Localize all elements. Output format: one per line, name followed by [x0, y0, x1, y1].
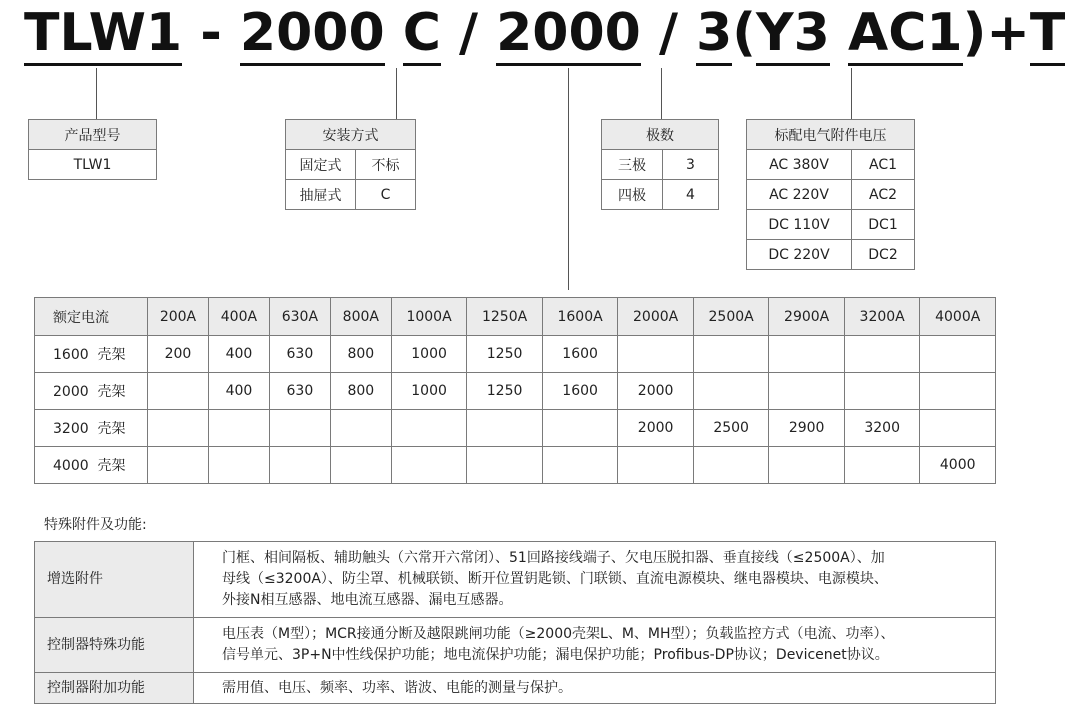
table-cell: 400: [208, 336, 269, 373]
table-cell: 四极: [602, 180, 663, 210]
table-cell: 1000: [391, 373, 467, 410]
column-header: 1600A: [542, 298, 618, 336]
code-series: TLW1: [24, 3, 182, 66]
table-cell: [330, 410, 391, 447]
table-cell: DC 110V: [747, 210, 852, 240]
connector-line: [568, 68, 569, 290]
table-cell: 2900: [769, 410, 845, 447]
table-cell: [194, 673, 996, 704]
table-cell: [693, 336, 769, 373]
table-cell: 1250: [467, 373, 543, 410]
table-row: [35, 373, 996, 410]
connector-line: [96, 68, 97, 120]
table-cell: DC 220V: [747, 240, 852, 270]
table-cell: 630: [269, 336, 330, 373]
table-row: [35, 410, 996, 447]
code-sep: -: [182, 3, 240, 63]
table-cell: 2000: [618, 373, 694, 410]
text-line: 信号单元、3P+N中性线保护功能；地电流保护功能；漏电保护功能；Profibus-DP协议；Devicenet协议。: [222, 647, 889, 663]
connector-line: [396, 68, 397, 120]
column-header: 4000A: [920, 298, 996, 336]
row-label: 4000 壳架: [35, 447, 148, 484]
table-cell: 三极: [602, 150, 663, 180]
table-cell: TLW1: [29, 150, 157, 180]
table-cell: [844, 447, 920, 484]
table-cell: AC 380V: [747, 150, 852, 180]
table-cell: [920, 373, 996, 410]
table-cell: [844, 336, 920, 373]
text-line: 门框、相间隔板、辅助触头（六常开六常闭）、51回路接线端子、欠电压脱扣器、垂直接线（≤2500A）、加: [222, 550, 885, 566]
rated-current-table: [34, 297, 996, 484]
table-header: 极数: [602, 120, 719, 150]
table-cell: [208, 447, 269, 484]
table-row: [35, 336, 996, 373]
column-header: 1250A: [467, 298, 543, 336]
table-cell: DC1: [852, 210, 915, 240]
row-label: 2000 壳架: [35, 373, 148, 410]
table-cell: [269, 410, 330, 447]
table-cell: [467, 447, 543, 484]
connector-line: [851, 68, 852, 120]
table-cell: AC 220V: [747, 180, 852, 210]
table-cell: [618, 336, 694, 373]
table-cell: 3200: [844, 410, 920, 447]
table-cell: 800: [330, 373, 391, 410]
row-label: 1600 壳架: [35, 336, 148, 373]
table-cell: 630: [269, 373, 330, 410]
code-paren-close: )+: [962, 3, 1030, 63]
table-cell: [618, 447, 694, 484]
code-installation: C: [403, 3, 441, 66]
table-cell: [769, 336, 845, 373]
connector-line: [661, 68, 662, 120]
accessory-voltage-table: [746, 119, 915, 270]
table-cell: 2000: [618, 410, 694, 447]
table-cell: 3: [663, 150, 719, 180]
table-header: 安装方式: [286, 120, 416, 150]
column-header: 2000A: [618, 298, 694, 336]
column-header: 2500A: [693, 298, 769, 336]
table-cell: [330, 447, 391, 484]
special-accessories-table: [34, 541, 996, 704]
row-label: 增选附件: [35, 542, 194, 618]
table-cell: [920, 336, 996, 373]
rated-current-header: 额定电流: [35, 298, 148, 336]
table-cell: 1250: [467, 336, 543, 373]
code-frame-current: 2000: [240, 3, 385, 66]
table-cell: [542, 447, 618, 484]
table-header: 产品型号: [29, 120, 157, 150]
table-cell: 4: [663, 180, 719, 210]
code-suffix: T: [1030, 3, 1065, 66]
table-cell: 抽屉式: [286, 180, 356, 210]
table-cell: AC2: [852, 180, 915, 210]
table-cell: [693, 447, 769, 484]
table-cell: [769, 373, 845, 410]
table-cell: [920, 410, 996, 447]
table-row: [35, 447, 996, 484]
text-line: 外接N相互感器、地电流互感器、漏电互感器。: [222, 592, 513, 608]
code-controller: Y3: [756, 3, 830, 66]
table-cell: [391, 410, 467, 447]
table-cell: [542, 410, 618, 447]
product-model-table: [28, 119, 157, 180]
text-line: 电压表（M型）；MCR接通分断及越限跳闸功能（≥2000壳架L、M、MH型）；负载监控方式（电流、功率）、: [222, 626, 895, 642]
table-cell: 固定式: [286, 150, 356, 180]
table-cell: [148, 447, 209, 484]
column-header: 630A: [269, 298, 330, 336]
table-cell: 4000: [920, 447, 996, 484]
table-cell: [194, 542, 996, 618]
table-cell: 800: [330, 336, 391, 373]
row-label: 控制器特殊功能: [35, 618, 194, 673]
table-cell: [769, 447, 845, 484]
column-header: 200A: [148, 298, 209, 336]
model-code: [24, 2, 1065, 64]
table-cell: 2500: [693, 410, 769, 447]
table-cell: [269, 447, 330, 484]
table-cell: DC2: [852, 240, 915, 270]
table-cell: 1600: [542, 373, 618, 410]
table-cell: 1000: [391, 336, 467, 373]
table-cell: 1600: [542, 336, 618, 373]
table-cell: [148, 410, 209, 447]
code-voltage: AC1: [848, 3, 963, 66]
table-row: [35, 542, 996, 618]
table-cell: 不标: [356, 150, 416, 180]
code-paren-open: (: [732, 3, 757, 63]
column-header: 800A: [330, 298, 391, 336]
table-cell: [194, 618, 996, 673]
column-header: 1000A: [391, 298, 467, 336]
table-row: [35, 673, 996, 704]
table-cell: AC1: [852, 150, 915, 180]
table-cell: [391, 447, 467, 484]
installation-table: [285, 119, 416, 210]
code-space: [830, 3, 848, 63]
poles-table: [601, 119, 719, 210]
special-section-title: 特殊附件及功能:: [44, 517, 147, 533]
code-poles: 3: [696, 3, 732, 66]
table-header: 标配电气附件电压: [747, 120, 915, 150]
table-cell: C: [356, 180, 416, 210]
code-rated-current: 2000: [496, 3, 641, 66]
column-header: 400A: [208, 298, 269, 336]
table-row: [35, 618, 996, 673]
row-label: 控制器附加功能: [35, 673, 194, 704]
table-cell: [467, 410, 543, 447]
text-line: 母线（≤3200A）、防尘罩、机械联锁、断开位置钥匙锁、门联锁、直流电源模块、继电器模块、电源模块、: [222, 571, 888, 587]
column-header: 2900A: [769, 298, 845, 336]
code-space: [385, 3, 403, 63]
table-cell: [693, 373, 769, 410]
code-sep: /: [640, 3, 697, 63]
code-sep: /: [440, 3, 497, 63]
row-label: 3200 壳架: [35, 410, 148, 447]
text-line: 需用值、电压、频率、功率、谐波、电能的测量与保护。: [222, 679, 572, 696]
column-header: 3200A: [844, 298, 920, 336]
table-cell: [208, 410, 269, 447]
table-cell: [148, 373, 209, 410]
table-cell: 200: [148, 336, 209, 373]
table-cell: [844, 373, 920, 410]
table-cell: 400: [208, 373, 269, 410]
